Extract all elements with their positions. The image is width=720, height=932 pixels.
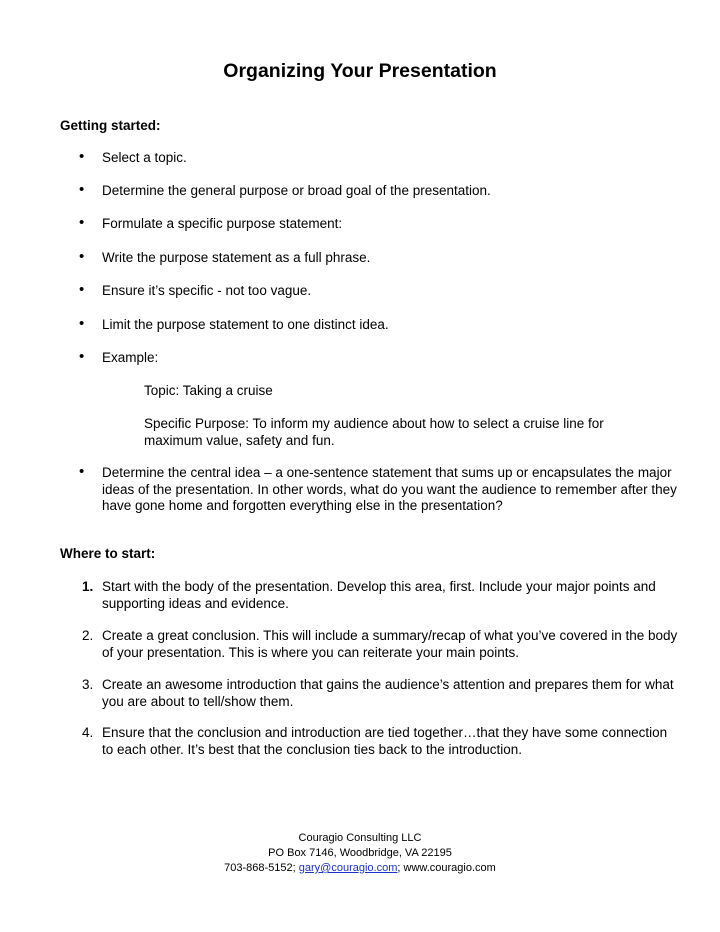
numbered-item: [78, 677, 678, 710]
list-item-text: Select a topic.: [102, 150, 187, 165]
example-topic: Topic: Taking a cruise: [144, 383, 273, 398]
numbered-item: [78, 725, 678, 758]
list-item-text: Ensure it’s specific - not too vague.: [102, 283, 312, 298]
list-item: [78, 150, 678, 167]
footer-contact: [0, 861, 720, 876]
list-item: [78, 465, 678, 515]
list-item: [78, 283, 678, 300]
list-item-text: Formulate a specific purpose statement:: [102, 216, 343, 231]
section-heading-getting-started: Getting started:: [60, 118, 161, 133]
bullet-icon: •: [79, 148, 85, 165]
example-specific-purpose: Specific Purpose: To inform my audience about how to select a cruise line for maximum value, safety and fun.: [144, 416, 604, 448]
section-heading-where-to-start: Where to start:: [60, 546, 156, 561]
page-title: Organizing Your Presentation: [223, 60, 497, 82]
list-item-text: Write the purpose statement as a full phrase.: [102, 250, 371, 265]
footer-address: PO Box 7146, Woodbridge, VA 22195: [268, 847, 452, 859]
item-number: 1.: [82, 579, 94, 594]
list-item: [78, 317, 678, 334]
numbered-item-text: Create a great conclusion. This will include a summary/recap of what you’ve covered in the body of your presentation. This is where you can reiterate your main points.: [102, 628, 678, 660]
bullet-icon: •: [79, 281, 85, 298]
footer-phone: 703-868-5152;: [224, 862, 299, 874]
footer-email-link[interactable]: gary@couragio.com: [298, 862, 398, 874]
item-number: 4.: [82, 725, 94, 740]
list-item-text: Example:: [102, 350, 159, 365]
numbered-item-text: Ensure that the conclusion and introduction are tied together…that they have some connection to each other. It’s best that the conclusion ties back to the introduction.: [102, 725, 668, 757]
item-number: 2.: [82, 628, 94, 643]
numbered-item: [78, 579, 678, 612]
item-number: 3.: [82, 677, 94, 692]
list-item-text: Determine the general purpose or broad goal of the presentation.: [102, 183, 491, 198]
numbered-item-text: Start with the body of the presentation. Develop this area, first. Include your major points and supporting ideas and evidence.: [102, 579, 656, 611]
list-item-text: Limit the purpose statement to one distinct idea.: [102, 317, 389, 332]
list-item: [78, 216, 678, 233]
footer-website: ; www.couragio.com: [397, 862, 496, 874]
list-item: [78, 350, 678, 367]
numbered-item: [78, 628, 678, 661]
bullet-icon: •: [79, 214, 85, 231]
bullet-icon: •: [79, 181, 85, 198]
list-item: [78, 183, 678, 200]
list-item: [78, 250, 678, 267]
numbered-item-text: Create an awesome introduction that gains the audience’s attention and prepares them for what you are about to tell/show them.: [102, 677, 674, 709]
footer-company: Couragio Consulting LLC: [298, 832, 422, 844]
bullet-icon: •: [79, 248, 85, 265]
bullet-icon: •: [79, 348, 85, 365]
footer: [0, 831, 720, 876]
list-item-text: Determine the central idea – a one-sentence statement that sums up or encapsulates the major ideas of the presentation. In other words, what do you want the audience to remember after they have gone home and forgotten everything else in the presentation?: [102, 465, 677, 513]
bullet-icon: •: [79, 463, 85, 480]
bullet-icon: •: [79, 315, 85, 332]
